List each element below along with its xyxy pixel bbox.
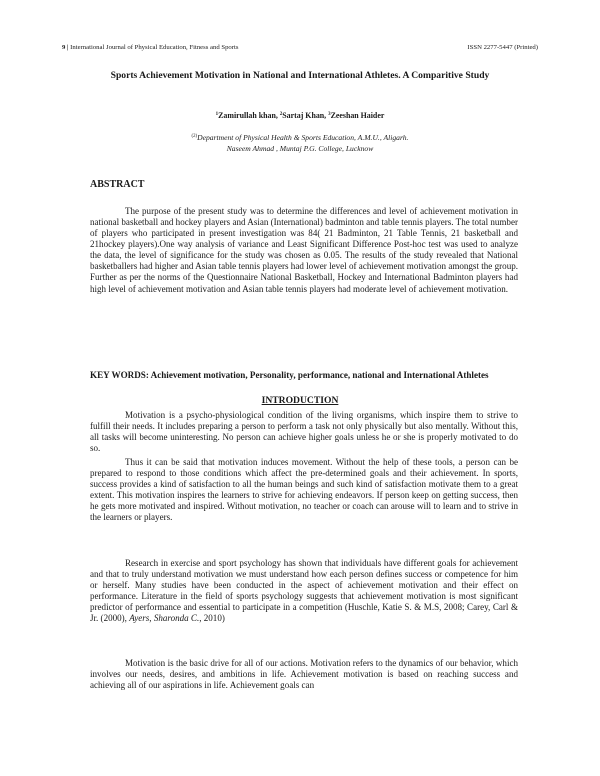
- intro-paragraph-2: Thus it can be said that motivation induces movement. Without the help of these tools, a person can be prepared to respond to those conditions which affect the pre-determined goals and their achievement. In sports, success provides a kind of satisfaction to all the human beings and such kind of satisfaction motivate them to a great extent. This motivation inspires the learners to strive for achieving endeavors. If person keep on getting success, then he gets more motivated and inspired. Without motivation, no teacher or coach can arouse will to learn and to strive in the learners or players.: [90, 457, 518, 523]
- header-separator: |: [65, 44, 71, 51]
- author-name: Zeeshan Haider: [330, 111, 385, 120]
- intro-paragraph-3-text: Research in exercise and sport psychology has shown that individuals have different goals for achievement and that to truly understand motivation we must understand how each person defines success or competence for him or herself. Many studies have been conducted in the aspect of achievement motivation and their effect on performance. Literature in the field of sports psychology suggests that achievement motivation is most significant predictor of performance and essential to participate in a competition (Huschle, Katie S. & M.S, 2008; Carey, Carl & Jr. (2000),: [90, 558, 518, 624]
- abstract-text: The purpose of the present study was to determine the differences and level of achievement motivation in national basketball and hockey players and Asian (International) badminton and table tennis players. The total number of players who participated in present investigation was 84( 21 Badminton, 21 Table Tennis, 21 basketball and 21hockey players).One way analysis of variance and Least Significant Difference Post-hoc test was used to analyze the data, the level of significance for the study was chosen as 0.05. The results of the study revealed that National basketballers had higher and Asian table tennis players had lower level of achievement motivation amongst the group. Further as per the norms of the Questionnaire National Basketball, Hockey and International Badminton players had high level of achievement motivation and Asian table tennis players had moderate level of achievement motivation.: [90, 206, 518, 294]
- author-sup: 1: [215, 112, 219, 117]
- page-number: 9: [62, 44, 66, 51]
- intro-paragraph-3: [90, 558, 518, 624]
- intro-paragraph-4: Motivation is the basic drive for all of our actions. Motivation refers to the dynamics of our behavior, which involves our needs, desires, and ambitions in life. Achievement motivation is based on reaching success and achieving all of our aspirations in life. Achievement goals can: [90, 658, 518, 691]
- running-header: [62, 43, 538, 52]
- affiliation-text: Department of Physical Health & Sports Education, A.M.U., Aligarh.: [197, 133, 409, 142]
- author-name: Zamirullah khan: [218, 111, 276, 120]
- paper-title: Sports Achievement Motivation in National and International Athletes. A Comparitive Study: [110, 70, 490, 81]
- author-sup: 3: [328, 112, 331, 117]
- author-list: $^1$Zamirullah khan, $^2$Sartaj Khan, $^3$Zeeshan Haider: [215, 111, 385, 120]
- author-name: Sartaj Khan: [282, 111, 325, 120]
- introduction-heading-wrap: [0, 395, 600, 406]
- affiliation-line-2: Naseem Ahmad , Muntaj P.G. College, Lucknow: [226, 144, 374, 154]
- journal-name: International Journal of Physical Education, Fitness and Sports: [70, 44, 239, 51]
- introduction-heading: INTRODUCTION: [261, 395, 339, 406]
- citation-italic: Ayers, Sharonda C.: [129, 613, 200, 624]
- abstract-heading: ABSTRACT: [90, 179, 145, 190]
- affiliation-line-1: [0, 131, 600, 143]
- issn: ISSN 2277-5447 (Printed): [467, 44, 538, 51]
- affiliation-sup: (2): [191, 134, 198, 139]
- citation-end: , 2010): [199, 613, 225, 624]
- intro-paragraph-1: Motivation is a psycho-physiological condition of the living organisms, which inspire them to strive to fulfill their needs. It includes preparing a person to perform a task not only physically but also mentally. Without this, all tasks will become uninteresting. No person can achieve higher goals unless he or she is properly motivated to do so.: [90, 410, 518, 454]
- affiliation: [0, 131, 600, 155]
- author-sup: 2: [279, 112, 283, 117]
- keywords: KEY WORDS: Achievement motivation, Personality, performance, national and International Athletes: [90, 370, 489, 380]
